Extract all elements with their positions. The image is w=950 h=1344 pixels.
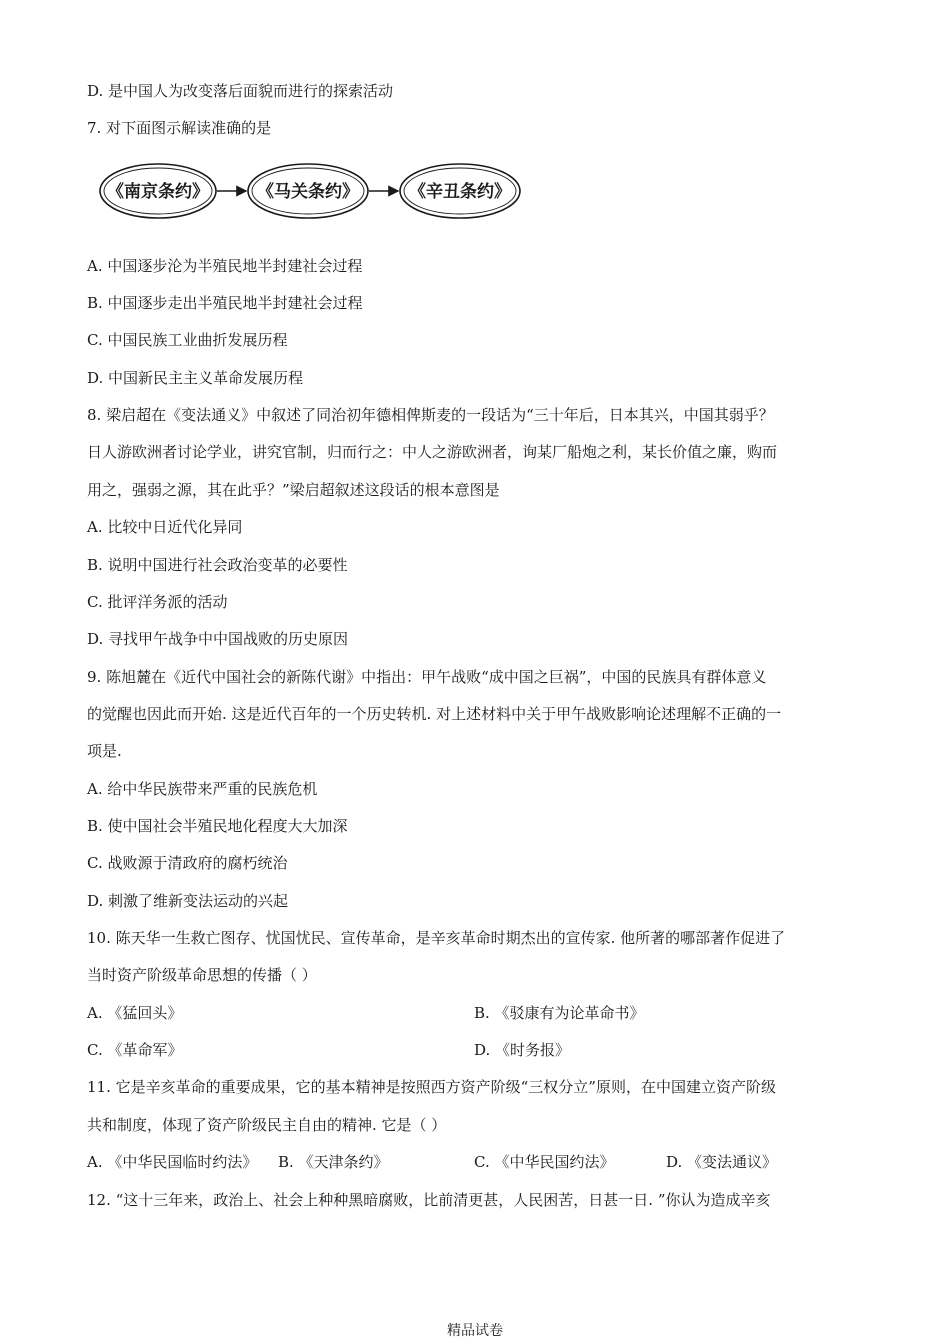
q10-option-d: D. 《时务报》	[474, 1041, 571, 1059]
diagram-label-1: 《南京条约》	[107, 182, 209, 202]
q7-option-b: B. 中国逐步走出半殖民地半封建社会过程	[87, 294, 363, 312]
q10-stem-line2: 当时资产阶级革命思想的传播（ ）	[87, 966, 317, 984]
q8-option-d: D. 寻找甲午战争中中国战败的历史原因	[87, 630, 349, 648]
q9-option-a: A. 给中华民族带来严重的民族危机	[87, 780, 318, 798]
q11-option-b: B. 《天津条约》	[278, 1153, 389, 1171]
q10-option-a: A. 《猛回头》	[87, 1004, 183, 1022]
q11-option-d: D. 《变法通议》	[666, 1153, 778, 1171]
q11-stem-line2: 共和制度，体现了资产阶级民主自由的精神. 它是（ ）	[87, 1116, 447, 1134]
q12-stem-line1: 12. “这十三年来，政治上、社会上种种黑暗腐败，比前清更甚，人民困苦，日甚一日. ”你认为造成辛亥	[87, 1191, 771, 1209]
q7-stem: 7. 对下面图示解读准确的是	[87, 119, 272, 137]
q8-stem-line1: 8. 梁启超在《变法通义》中叙述了同治初年德相俾斯麦的一段话为“三十年后，日本其兴，中国其弱乎？	[87, 406, 774, 424]
page-footer: 精品试卷	[447, 1323, 503, 1339]
q11-option-c: C. 《中华民国约法》	[474, 1153, 615, 1171]
q8-option-a: A. 比较中日近代化异同	[87, 518, 243, 536]
diagram-label-2: 《马关条约》	[257, 182, 359, 202]
q11-option-a: A. 《中华民国临时约法》	[87, 1153, 258, 1171]
diagram-node-2	[248, 164, 368, 218]
q9-option-d: D. 刺激了维新变法运动的兴起	[87, 892, 289, 910]
q10-stem-line1: 10. 陈天华一生救亡图存、忧国忧民、宣传革命，是辛亥革命时期杰出的宣传家. 他所著的哪部著作促进了	[87, 929, 786, 947]
treaty-diagram	[98, 160, 528, 222]
q10-option-c: C. 《革命军》	[87, 1041, 183, 1059]
q9-stem-line3: 项是.	[87, 742, 122, 760]
q7-option-d: D. 中国新民主主义革命发展历程	[87, 369, 304, 387]
diagram-node-3	[400, 164, 520, 218]
q9-option-c: C. 战败源于清政府的腐朽统治	[87, 854, 288, 872]
q7-option-c: C. 中国民族工业曲折发展历程	[87, 331, 288, 349]
q9-option-b: B. 使中国社会半殖民地化程度大大加深	[87, 817, 348, 835]
diagram-label-3: 《辛丑条约》	[409, 182, 511, 202]
q6-option-d: D. 是中国人为改变落后面貌而进行的探索活动	[87, 82, 394, 100]
q7-option-a: A. 中国逐步沦为半殖民地半封建社会过程	[87, 257, 363, 275]
q8-option-c: C. 批评洋务派的活动	[87, 593, 228, 611]
q11-stem-line1: 11. 它是辛亥革命的重要成果，它的基本精神是按照西方资产阶级“三权分立”原则，在中国建立资产阶级	[87, 1078, 776, 1096]
q10-option-b: B. 《驳康有为论革命书》	[474, 1004, 645, 1022]
q8-stem-line3: 用之，强弱之源，其在此乎？”梁启超叙述这段话的根本意图是	[87, 481, 500, 499]
q9-stem-line2: 的觉醒也因此而开始. 这是近代百年的一个历史转机. 对上述材料中关于甲午战败影响论述理解不正确的一	[87, 705, 782, 723]
q9-stem-line1: 9. 陈旭麓在《近代中国社会的新陈代谢》中指出：甲午战败“成中国之巨祸”，中国的民族具有群体意义	[87, 668, 767, 686]
q8-stem-line2: 日人游欧洲者讨论学业，讲究官制，归而行之：中人之游欧洲者，询某厂船炮之利，某长价值之廉，购而	[87, 443, 778, 461]
q8-option-b: B. 说明中国进行社会政治变革的必要性	[87, 556, 348, 574]
diagram-node-1	[100, 164, 216, 218]
